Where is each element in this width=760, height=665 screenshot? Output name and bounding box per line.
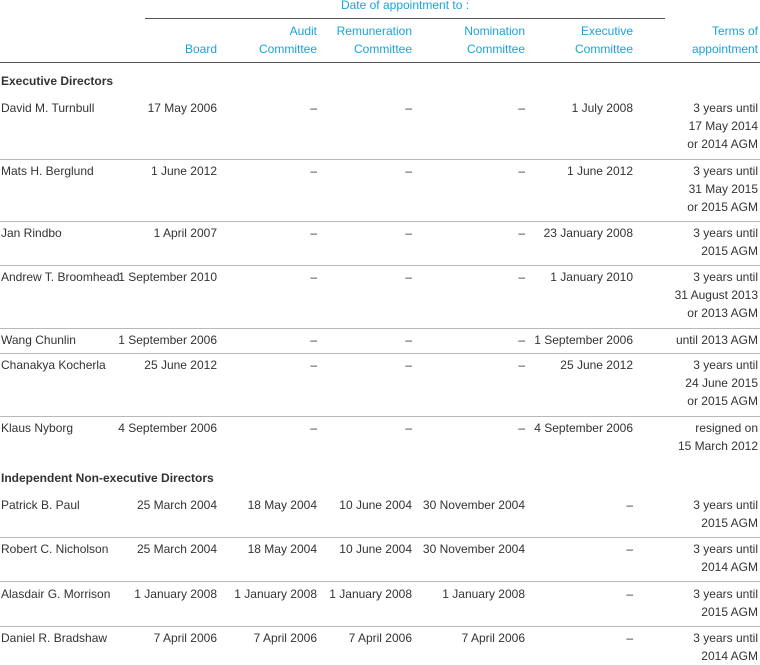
- date-executive: 23 January 2008: [543, 226, 633, 240]
- date-executive: 4 September 2006: [534, 421, 633, 435]
- date-remuneration: –: [405, 270, 412, 284]
- date-executive: –: [626, 498, 633, 512]
- terms-of-appointment: 3 years until 31 August 2013 or 2013 AGM: [674, 270, 758, 320]
- director-name: Klaus Nyborg: [1, 421, 74, 435]
- date-board: 1 April 2007: [153, 226, 217, 240]
- date-executive: 1 July 2008: [571, 101, 633, 115]
- terms-of-appointment: 3 years until 31 May 2015 or 2015 AGM: [687, 164, 758, 214]
- terms-of-appointment: 3 years until 2015 AGM: [693, 498, 758, 530]
- date-board: 1 September 2006: [118, 333, 217, 347]
- header-group-rule: [145, 18, 665, 19]
- date-nomination: –: [518, 421, 525, 435]
- row-divider: [0, 581, 760, 582]
- date-audit: –: [310, 164, 317, 178]
- date-board: 1 September 2010: [118, 270, 217, 284]
- terms-of-appointment: 3 years until 2014 AGM: [693, 542, 758, 574]
- row-divider: [0, 416, 760, 417]
- date-nomination: –: [518, 101, 525, 115]
- date-nomination: 7 April 2006: [461, 631, 525, 645]
- date-remuneration: 10 June 2004: [339, 542, 412, 556]
- col-header-audit: Audit Committee: [258, 24, 317, 56]
- date-nomination: –: [518, 270, 525, 284]
- row-divider: [0, 353, 760, 354]
- date-remuneration: –: [405, 226, 412, 240]
- terms-of-appointment: 3 years until 2015 AGM: [693, 226, 758, 258]
- director-name: Chanakya Kocherla: [1, 358, 106, 372]
- date-executive: 1 June 2012: [566, 164, 633, 178]
- date-executive: –: [626, 542, 633, 556]
- terms-of-appointment: resigned on 15 March 2012: [677, 421, 758, 453]
- date-audit: –: [310, 358, 317, 372]
- date-nomination: 1 January 2008: [442, 587, 525, 601]
- col-header-board: Board: [184, 42, 217, 56]
- director-name: Robert C. Nicholson: [1, 542, 109, 556]
- date-nomination: –: [518, 164, 525, 178]
- director-name: Daniel R. Bradshaw: [1, 631, 108, 645]
- date-executive: –: [626, 631, 633, 645]
- date-remuneration: –: [405, 101, 412, 115]
- date-remuneration: 1 January 2008: [329, 587, 412, 601]
- date-remuneration: –: [405, 358, 412, 372]
- section-title: Executive Directors: [1, 74, 114, 88]
- date-audit: 1 January 2008: [234, 587, 317, 601]
- header-group-label: Date of appointment to :: [340, 0, 470, 12]
- director-name: David M. Turnbull: [1, 101, 95, 115]
- date-audit: 18 May 2004: [247, 498, 317, 512]
- section-title: Independent Non-executive Directors: [1, 471, 214, 485]
- row-divider: [0, 537, 760, 538]
- col-header-remuneration: Remuneration Committee: [336, 24, 412, 56]
- date-remuneration: –: [405, 333, 412, 347]
- date-audit: 7 April 2006: [253, 631, 317, 645]
- date-board: 4 September 2006: [118, 421, 217, 435]
- col-header-nomination: Nomination Committee: [464, 24, 525, 56]
- row-divider: [0, 626, 760, 627]
- date-board: 25 March 2004: [136, 498, 217, 512]
- date-board: 25 March 2004: [136, 542, 217, 556]
- date-board: 25 June 2012: [144, 358, 217, 372]
- date-nomination: –: [518, 226, 525, 240]
- date-board: 1 June 2012: [150, 164, 217, 178]
- header-rule: [0, 62, 760, 63]
- date-executive: 1 January 2010: [550, 270, 633, 284]
- date-audit: –: [310, 101, 317, 115]
- date-executive: 1 September 2006: [534, 333, 633, 347]
- col-header-terms: Terms of appointment: [691, 24, 758, 56]
- terms-of-appointment: 3 years until 17 May 2014 or 2014 AGM: [687, 101, 758, 151]
- director-name: Andrew T. Broomhead: [1, 270, 120, 284]
- date-board: 1 January 2008: [134, 587, 217, 601]
- date-nomination: 30 November 2004: [422, 498, 525, 512]
- row-divider: [0, 159, 760, 160]
- date-nomination: –: [518, 333, 525, 347]
- date-audit: –: [310, 333, 317, 347]
- director-name: Patrick B. Paul: [1, 498, 80, 512]
- date-board: 17 May 2006: [147, 101, 217, 115]
- date-remuneration: 10 June 2004: [339, 498, 412, 512]
- date-audit: –: [310, 270, 317, 284]
- date-executive: 25 June 2012: [560, 358, 633, 372]
- terms-of-appointment: until 2013 AGM: [675, 333, 758, 347]
- director-name: Wang Chunlin: [1, 333, 76, 347]
- date-remuneration: 7 April 2006: [348, 631, 412, 645]
- director-name: Alasdair G. Morrison: [1, 587, 111, 601]
- director-name: Mats H. Berglund: [1, 164, 94, 178]
- terms-of-appointment: 3 years until 24 June 2015 or 2015 AGM: [685, 358, 758, 408]
- date-nomination: 30 November 2004: [422, 542, 525, 556]
- row-divider: [0, 328, 760, 329]
- col-header-executive: Executive Committee: [574, 24, 633, 56]
- terms-of-appointment: 3 years until 2015 AGM: [693, 587, 758, 619]
- date-remuneration: –: [405, 421, 412, 435]
- date-audit: –: [310, 226, 317, 240]
- row-divider: [0, 221, 760, 222]
- date-executive: –: [626, 587, 633, 601]
- date-remuneration: –: [405, 164, 412, 178]
- row-divider: [0, 265, 760, 266]
- date-audit: –: [310, 421, 317, 435]
- date-audit: 18 May 2004: [247, 542, 317, 556]
- director-name: Jan Rindbo: [1, 226, 62, 240]
- date-board: 7 April 2006: [153, 631, 217, 645]
- terms-of-appointment: 3 years until 2014 AGM: [693, 631, 758, 663]
- date-nomination: –: [518, 358, 525, 372]
